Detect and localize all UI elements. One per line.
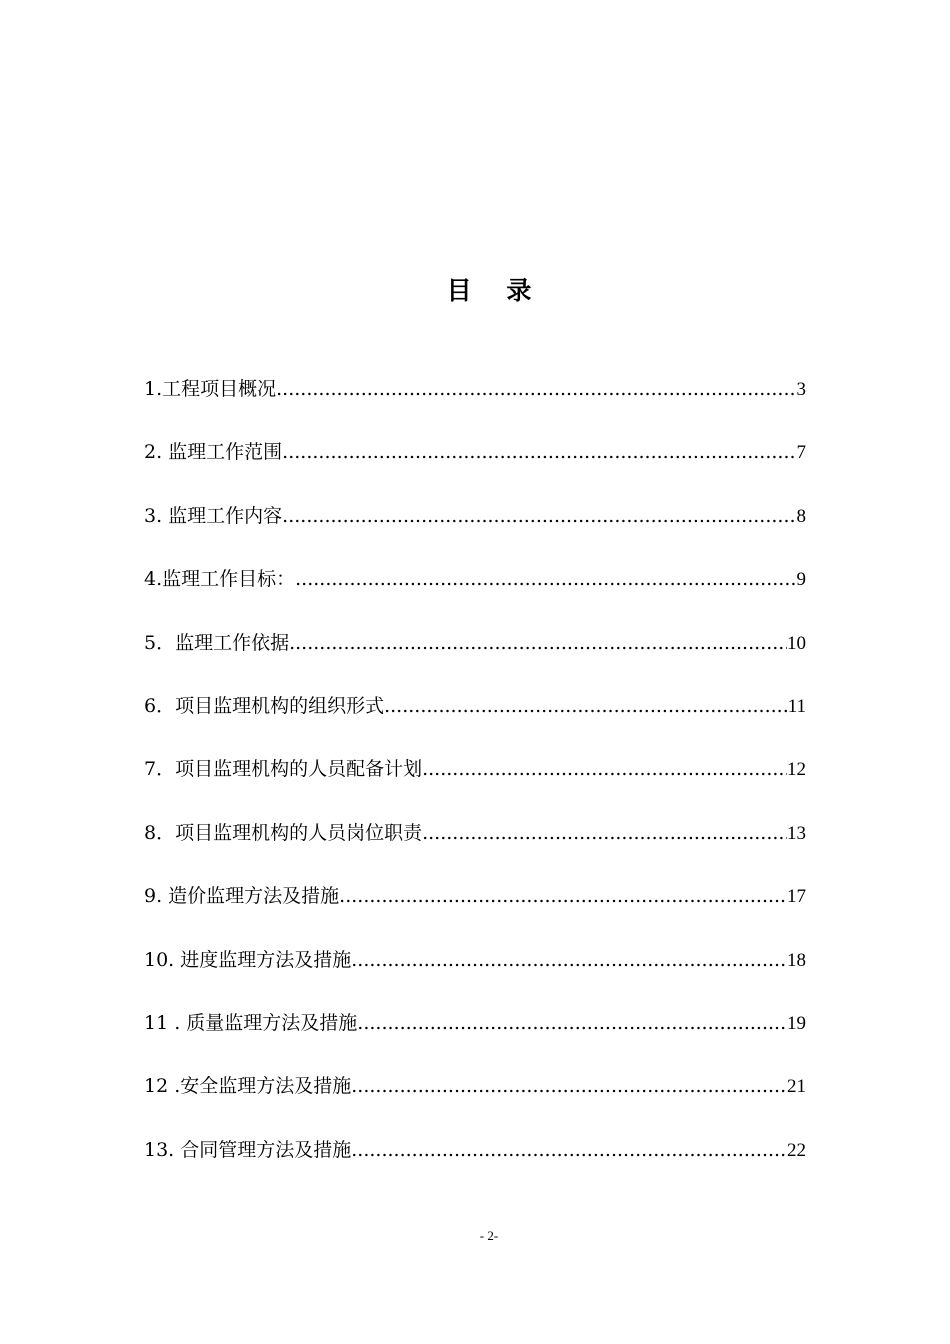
toc-entry-text: 10. 进度监理方法及措施 bbox=[144, 948, 352, 971]
toc-entry[interactable] bbox=[144, 942, 806, 1005]
toc-entry-page: 13 bbox=[787, 822, 806, 844]
toc-dot-leader bbox=[357, 1005, 787, 1041]
toc-entry-page: 9 bbox=[796, 569, 806, 591]
toc-dot-leader bbox=[276, 371, 796, 407]
toc-entry-page: 22 bbox=[787, 1139, 806, 1161]
toc-entry-text: 9. 造价监理方法及措施 bbox=[144, 885, 340, 908]
toc-entry[interactable] bbox=[144, 371, 806, 434]
toc-dot-leader bbox=[295, 561, 796, 597]
toc-entry-page: 8 bbox=[796, 505, 806, 527]
toc-entry[interactable] bbox=[144, 751, 806, 814]
toc-entry-page: 10 bbox=[787, 632, 806, 654]
toc-entry-text: 7．项目监理机构的人员配备计划 bbox=[144, 758, 423, 781]
toc-entry-text: 6．项目监理机构的组织形式 bbox=[144, 694, 385, 717]
toc-title: 目 录 bbox=[446, 276, 532, 305]
toc-entry-page: 17 bbox=[787, 886, 806, 908]
toc-entry-text: 13. 合同管理方法及措施 bbox=[144, 1138, 352, 1161]
toc-dot-leader bbox=[351, 1132, 787, 1168]
toc-entry[interactable] bbox=[144, 498, 806, 561]
toc-entry-text: 5．监理工作依据 bbox=[144, 631, 290, 654]
toc-dot-leader bbox=[282, 434, 796, 470]
toc-entry-page: 12 bbox=[787, 759, 806, 781]
toc-dot-leader bbox=[339, 878, 787, 914]
toc-dot-leader bbox=[351, 1068, 787, 1104]
toc-entry-page: 19 bbox=[787, 1012, 806, 1034]
toc-entry[interactable] bbox=[144, 1132, 806, 1195]
toc-entry[interactable] bbox=[144, 878, 806, 941]
toc-entry[interactable] bbox=[144, 561, 806, 624]
toc-entry-text: 2. 监理工作范围 bbox=[144, 441, 283, 464]
toc-entry[interactable] bbox=[144, 625, 806, 688]
toc-entry-text: 8．项目监理机构的人员岗位职责 bbox=[144, 821, 423, 844]
toc-dot-leader bbox=[384, 688, 788, 724]
toc-list bbox=[144, 371, 806, 1195]
toc-entry-page: 7 bbox=[796, 442, 806, 464]
toc-entry-text: 3. 监理工作内容 bbox=[144, 504, 283, 527]
toc-entry-page: 21 bbox=[787, 1076, 806, 1098]
toc-entry-text: 4.监理工作目标： bbox=[144, 568, 296, 591]
toc-entry[interactable] bbox=[144, 434, 806, 497]
toc-entry-text: 12 .安全监理方法及措施 bbox=[144, 1075, 352, 1098]
footer-page-number: - 2- bbox=[479, 1228, 499, 1243]
toc-entry-page: 18 bbox=[787, 949, 806, 971]
toc-dot-leader bbox=[282, 498, 796, 534]
toc-dot-leader bbox=[289, 625, 787, 661]
toc-entry-page: 11 bbox=[787, 695, 806, 717]
toc-entry[interactable] bbox=[144, 1068, 806, 1131]
toc-entry-text: 11 . 质量监理方法及措施 bbox=[144, 1011, 358, 1034]
toc-entry-text: 1.工程项目概况 bbox=[144, 378, 277, 400]
toc-dot-leader bbox=[351, 942, 787, 978]
toc-entry-page: 3 bbox=[796, 379, 806, 400]
toc-entry[interactable] bbox=[144, 815, 806, 878]
toc-entry[interactable] bbox=[144, 1005, 806, 1068]
toc-dot-leader bbox=[422, 815, 787, 851]
toc-dot-leader bbox=[422, 751, 787, 787]
toc-entry[interactable] bbox=[144, 688, 806, 751]
